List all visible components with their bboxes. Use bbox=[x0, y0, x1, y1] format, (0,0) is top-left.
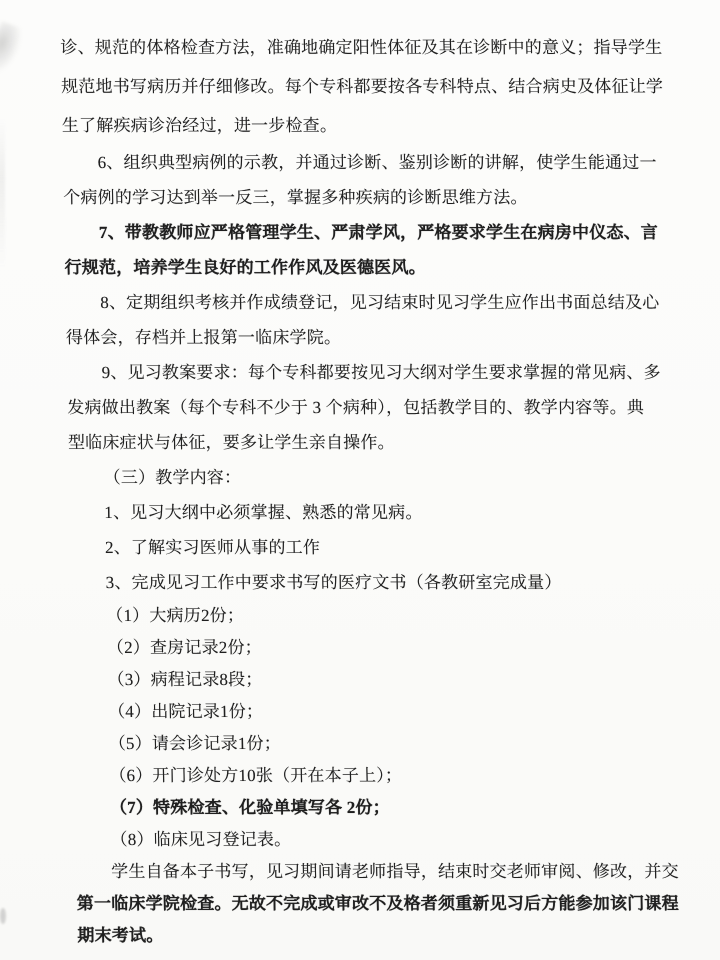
text-line: 9、见习教案要求：每个专科都要按见习大纲对学生要求掌握的常见病、多 bbox=[101, 363, 661, 382]
text-line: 生了解疾病诊治经过，进一步检查。 bbox=[61, 116, 338, 135]
scan-streak-left-edge bbox=[0, 118, 5, 268]
list-item-line: （2）查房记录2份； bbox=[106, 638, 263, 657]
list-item-line: （8）临床见习登记表。 bbox=[110, 830, 292, 849]
document-text-block bbox=[60, 28, 718, 952]
list-item-line: （5）请会诊记录1份； bbox=[108, 734, 282, 753]
text-line: 个病例的学习达到举一反三，掌握多种疾病的诊断思维方法。 bbox=[63, 188, 528, 207]
text-line: 6、组织典型病例的示教，并通过诊断、鉴别诊断的讲解，使学生能通过一 bbox=[97, 153, 657, 172]
text-line: 8、定期组织考核并作成绩登记，见习结束时见习学生应作出书面总结及心 bbox=[100, 293, 660, 312]
text-line: 诊、规范的体格检查方法，准确地确定阳性体征及其在诊断中的意义；指导学生 bbox=[60, 38, 663, 57]
text-line: 1、见习大纲中必须掌握、熟悉的常见病。 bbox=[104, 503, 423, 522]
scan-smudge-top-left bbox=[0, 21, 26, 79]
text-line: 学生自备本子书写，见习期间请老师指导，结束时交老师审阅、修改，并交 bbox=[111, 862, 679, 881]
text-line: 发病做出教案（每个专科不少于 3 个病种），包括教学目的、教学内容等。典 bbox=[67, 398, 645, 417]
text-line: 2、了解实习医师从事的工作 bbox=[104, 538, 321, 557]
section-heading-line: （三）教学内容： bbox=[103, 468, 242, 487]
text-line: 期末考试。 bbox=[77, 926, 164, 945]
list-item-line: （7）特殊检查、化验单填写各 2份； bbox=[109, 798, 391, 817]
text-line: 第一临床学院检查。无故不完成或审改不及格者须重新见习后方能参加该门课程 bbox=[76, 894, 679, 913]
list-item-line: （1）大病历2份； bbox=[106, 606, 245, 625]
list-item-line: （3）病程记录8段； bbox=[107, 670, 263, 689]
list-item-line: （6）开门诊处方10张（开在本子上）； bbox=[109, 766, 403, 785]
text-line: 规范地书写病历并仔细修改。每个专科都要按各专科特点、结合病史及体征让学 bbox=[60, 77, 664, 96]
list-item-line: （4）出院记录1份； bbox=[107, 702, 264, 721]
text-line: 3、完成见习工作中要求书写的医疗文书（各教研室完成量） bbox=[105, 573, 562, 592]
text-line: 型临床症状与体征，要多让学生亲自操作。 bbox=[67, 433, 395, 452]
scan-speck-bottom-left bbox=[0, 908, 6, 924]
text-line: 7、带教教师应严格管理学生、严肃学风，严格要求学生在病房中仪态、言 bbox=[98, 223, 659, 242]
text-line: 得体会，存档并上报第一临床学院。 bbox=[65, 328, 342, 347]
text-line: 行规范，培养学生良好的工作作风及医德医风。 bbox=[64, 258, 426, 277]
